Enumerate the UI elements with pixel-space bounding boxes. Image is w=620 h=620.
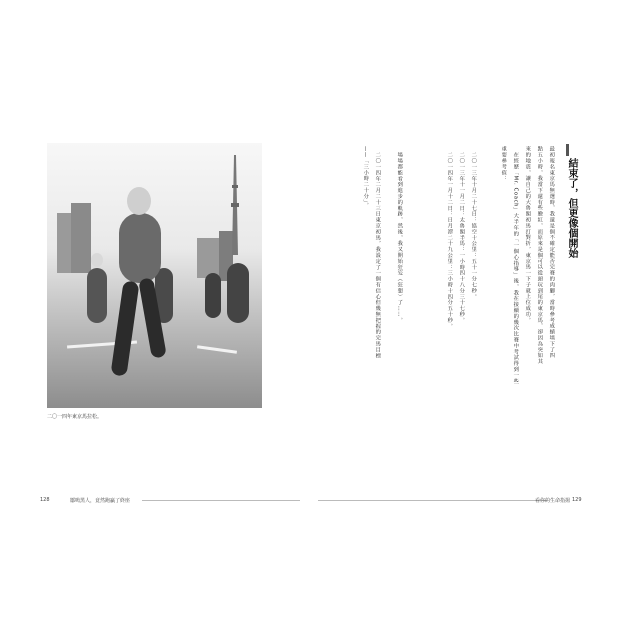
runner-head bbox=[91, 253, 103, 267]
body-column: 二〇一三年十一月二日：太魯閣半馬：一小時四十八分三十七秒。 bbox=[458, 152, 465, 324]
skytree-tower bbox=[225, 155, 245, 255]
runner bbox=[227, 263, 249, 323]
marathon-photo bbox=[47, 143, 262, 408]
main-runner-head bbox=[127, 187, 151, 215]
building bbox=[71, 203, 91, 273]
main-runner-torso bbox=[119, 213, 161, 283]
body-column: 二〇一四年二月二十三日東京初馬，我設定了一個有信心但幾無把握的完馬目標 bbox=[374, 152, 381, 359]
body-column: ——「三小時二十分」。 bbox=[362, 146, 369, 209]
right-running-head: 看你的生命指揚 bbox=[535, 498, 571, 504]
left-page-number: 128 bbox=[40, 497, 50, 503]
body-column: 重要參考值： bbox=[500, 146, 507, 182]
runner bbox=[205, 273, 221, 318]
body-column: 最初報名東京馬無選時，我還是個不確定能否完賽的肉腳，當時參考成績填下了四 bbox=[548, 146, 555, 359]
footer-rule bbox=[142, 500, 300, 501]
body-column: 來的地震，讓自己的大魯閣初馬打對折，東京馬一下子就上位成功。 bbox=[524, 146, 531, 323]
left-running-head: 鄒嗚黑人，竟然跑贏了終座 bbox=[70, 498, 131, 504]
main-runner-leg bbox=[110, 280, 139, 376]
right-page-number: 129 bbox=[572, 497, 582, 503]
body-column: 二〇一三年十月二十七日：協空十公里：五十一分七秒。 bbox=[470, 152, 477, 300]
runner bbox=[87, 268, 107, 323]
building bbox=[197, 238, 221, 278]
photo-caption: 二〇一四年東京馬拉松。 bbox=[47, 414, 103, 420]
road-marking bbox=[197, 345, 237, 354]
body-column: 場場都能看到進步的軌跡，然後，我又開始狂妄（狂想）了……。 bbox=[396, 152, 403, 324]
body-column: 二〇一四年一月十二日：日月潭二十九公里：三小時十四分五十秒。 bbox=[446, 152, 453, 329]
footer-rule bbox=[318, 500, 548, 501]
chapter-heading: 結束了，但更像個開始 bbox=[566, 158, 577, 258]
heading-marker bbox=[566, 144, 569, 156]
body-column: 在經歷「Mr. Coach」大半年的「一個心指導」後，我在接續的幾次比賽中考試得到一些 bbox=[512, 152, 519, 385]
body-column: 點五小時，我當下還有些臉紅，而原來是個可以從頭玩到尾的東京馬，卻因為突如其 bbox=[536, 146, 543, 365]
